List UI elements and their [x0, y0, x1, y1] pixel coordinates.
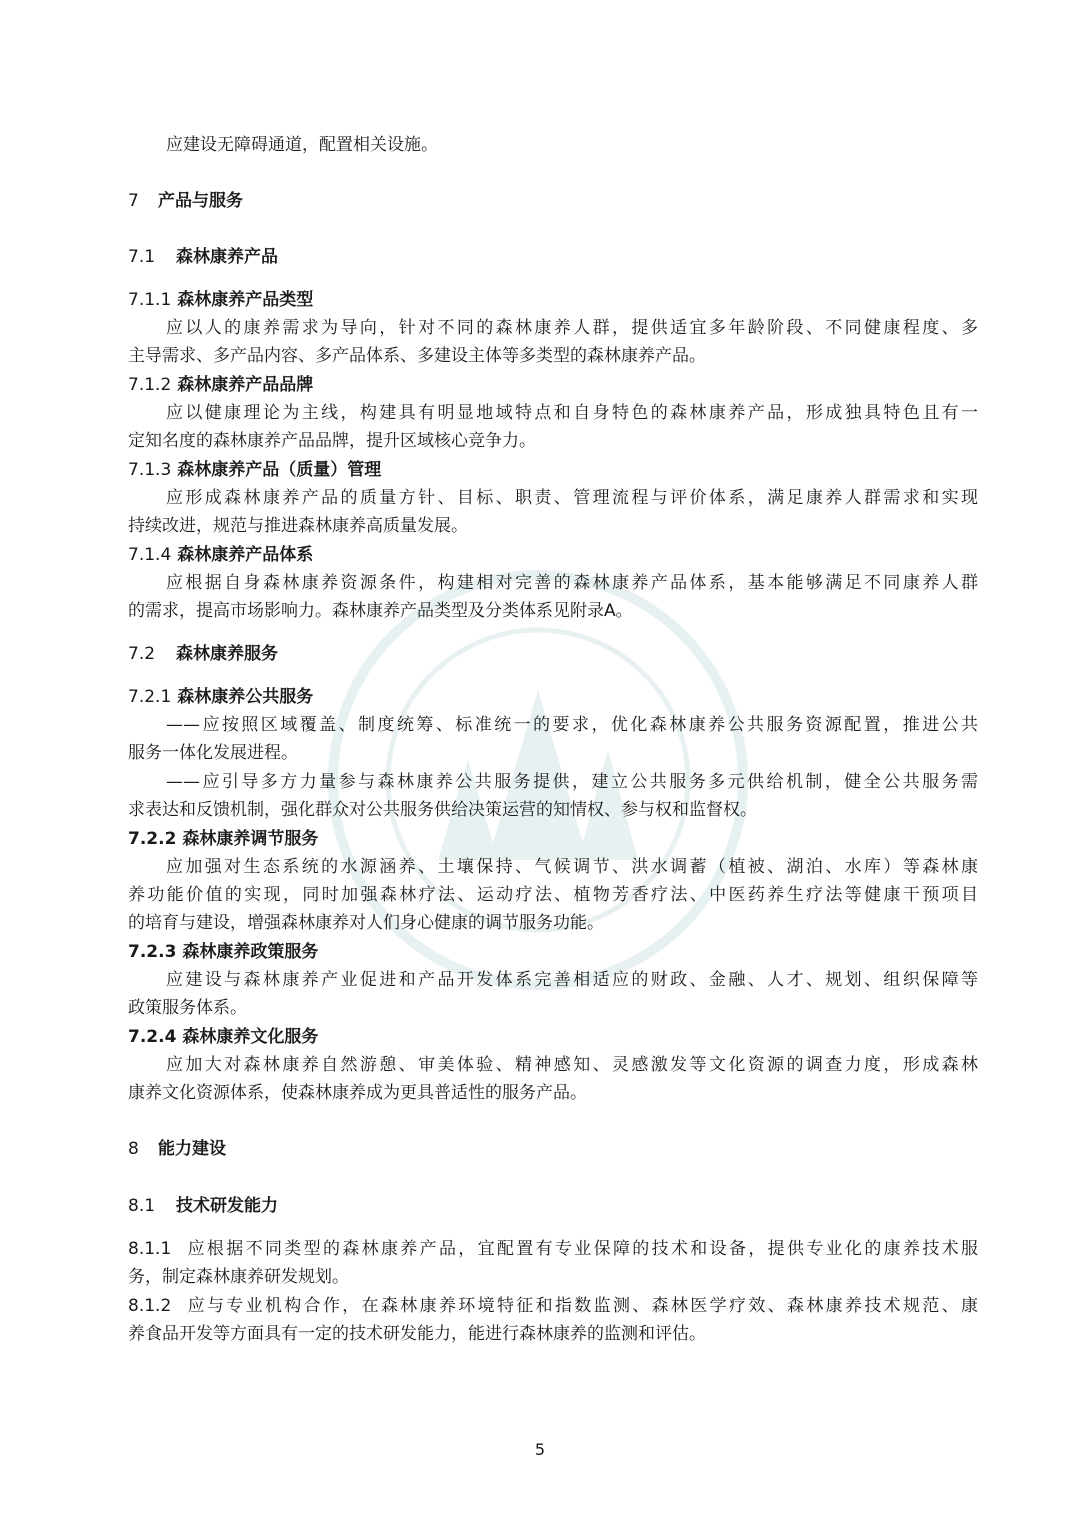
paragraph: 的培育与建设，增强森林康养对人们身心健康的调节服务功能。 — [128, 913, 604, 933]
paragraph: 应建设与森林康养产业促进和产品开发体系完善相适应的财政、金融、人才、规划、组织保障等 — [166, 970, 978, 990]
subsection-heading: 8.1 技术研发能力 — [128, 1196, 278, 1216]
clause-heading: 7.1.4 森林康养产品体系 — [128, 545, 314, 565]
paragraph: 应建设无障碍通道，配置相关设施。 — [166, 135, 438, 155]
page-number: 5 — [534, 1440, 546, 1459]
clause-number: 8.1.1 — [128, 1239, 172, 1259]
paragraph: 应以健康理论为主线，构建具有明显地域特点和自身特色的森林康养产品，形成独具特色且有一 — [166, 403, 978, 423]
paragraph: 应根据自身森林康养资源条件，构建相对完善的森林康养产品体系，基本能够满足不同康养人群 — [166, 573, 978, 593]
paragraph: 务，制定森林康养研发规划。 — [128, 1267, 349, 1287]
subsection-heading: 7.2 森林康养服务 — [128, 644, 278, 664]
clause-heading: 7.1.1 森林康养产品类型 — [128, 290, 314, 310]
paragraph: 服务一体化发展进程。 — [128, 743, 298, 763]
section-heading: 8 能力建设 — [128, 1139, 226, 1159]
paragraph: 求表达和反馈机制，强化群众对公共服务供给决策运营的知情权、参与权和监督权。 — [128, 800, 757, 820]
paragraph: 养食品开发等方面具有一定的技术研发能力，能进行森林康养的监测和评估。 — [128, 1324, 706, 1344]
clause-heading: 7.2.2 森林康养调节服务 — [128, 829, 319, 849]
paragraph: 应加大对森林康养自然游憩、审美体验、精神感知、灵感激发等文化资源的调查力度，形成森林 — [166, 1055, 978, 1075]
paragraph: 应形成森林康养产品的质量方针、目标、职责、管理流程与评价体系，满足康养人群需求和实现 — [166, 488, 978, 508]
clause-heading: 7.2.1 森林康养公共服务 — [128, 687, 314, 707]
section-heading: 7 产品与服务 — [128, 191, 243, 211]
clause-number: 8.1.2 — [128, 1296, 172, 1316]
paragraph: 的需求，提高市场影响力。森林康养产品类型及分类体系见附录A。 — [128, 601, 633, 621]
paragraph: ——应按照区域覆盖、制度统筹、标准统一的要求，优化森林康养公共服务资源配置，推进公共 — [166, 715, 978, 735]
paragraph: 定知名度的森林康养产品品牌，提升区域核心竞争力。 — [128, 431, 536, 451]
subsection-heading: 7.1 森林康养产品 — [128, 247, 278, 267]
paragraph: 应加强对生态系统的水源涵养、土壤保持、气候调节、洪水调蓄（植被、湖泊、水库）等森林康 — [166, 857, 978, 877]
paragraph: 政策服务体系。 — [128, 998, 247, 1018]
paragraph: 主导需求、多产品内容、多产品体系、多建设主体等多类型的森林康养产品。 — [128, 346, 706, 366]
paragraph: 应以人的康养需求为导向，针对不同的森林康养人群，提供适宜多年龄阶段、不同健康程度、多 — [166, 318, 978, 338]
paragraph: ——应引导多方力量参与森林康养公共服务提供，建立公共服务多元供给机制，健全公共服务需 — [166, 772, 978, 792]
clause-heading: 7.1.2 森林康养产品品牌 — [128, 375, 314, 395]
paragraph: 康养文化资源体系，使森林康养成为更具普适性的服务产品。 — [128, 1083, 587, 1103]
clause-heading: 7.1.3 森林康养产品（质量）管理 — [128, 460, 382, 480]
paragraph: 持续改进，规范与推进森林康养高质量发展。 — [128, 516, 468, 536]
clause-heading: 7.2.4 森林康养文化服务 — [128, 1027, 319, 1047]
paragraph: 8.1.1 应根据不同类型的森林康养产品，宜配置有专业保障的技术和设备，提供专业化的康养技术服 — [128, 1239, 978, 1259]
paragraph: 养功能价值的实现，同时加强森林疗法、运动疗法、植物芳香疗法、中医药养生疗法等健康干预项目 — [128, 885, 978, 905]
clause-heading: 7.2.3 森林康养政策服务 — [128, 942, 319, 962]
paragraph: 8.1.2 应与专业机构合作，在森林康养环境特征和指数监测、森林医学疗效、森林康养技术规范、康 — [128, 1296, 978, 1316]
